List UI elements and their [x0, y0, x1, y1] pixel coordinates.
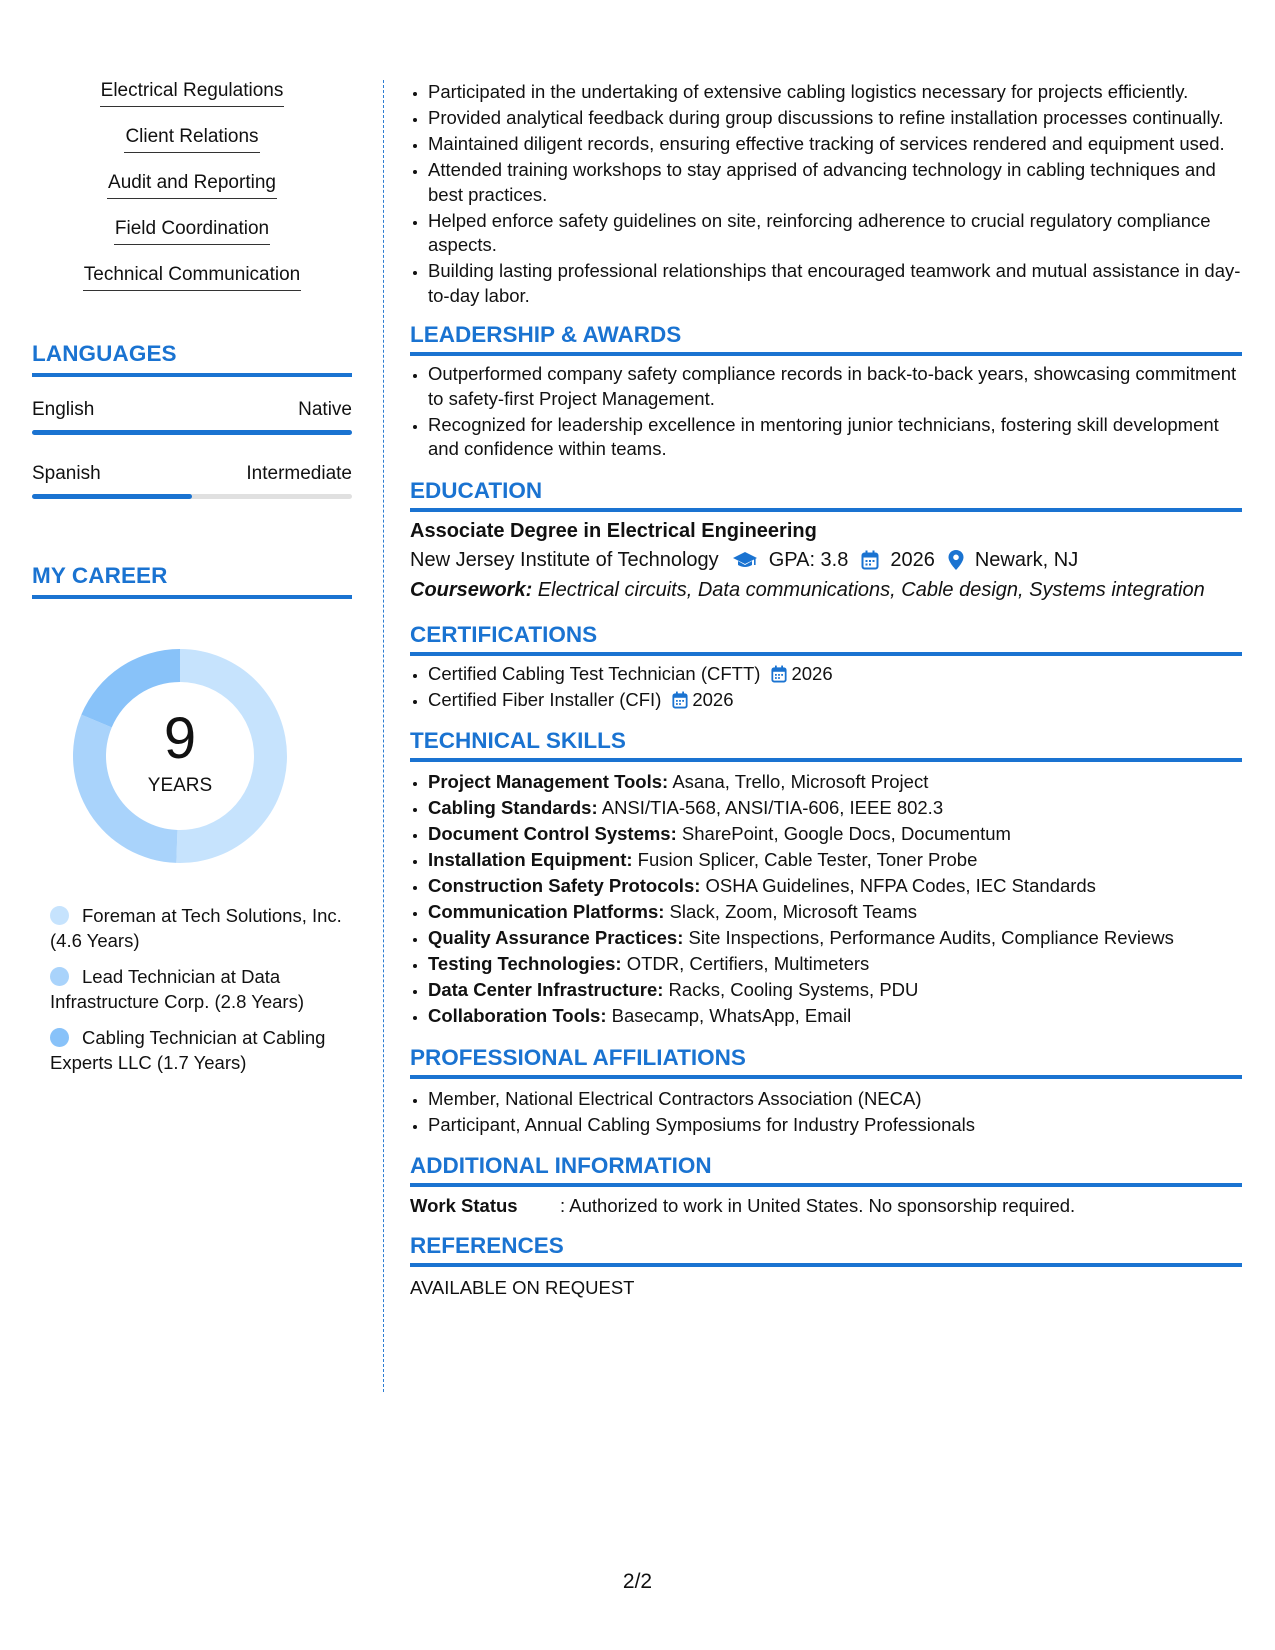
education-details — [410, 549, 1242, 572]
career-legend — [50, 903, 350, 1075]
affiliations-list — [410, 1087, 1242, 1138]
skill-item: Field Coordination — [32, 216, 352, 245]
legend-dot — [50, 967, 69, 986]
list-item: • Building lasting professional relationships that encouraged teamwork and mutual assistance in day-to-day labor. — [428, 259, 1242, 308]
school-location: Newark, NJ — [974, 548, 1079, 571]
skill-item: Technical Communication — [32, 262, 352, 291]
school-name: New Jersey Institute of Technology — [410, 548, 719, 571]
references-text: AVAILABLE ON REQUEST — [410, 1277, 635, 1298]
legend-item: Foreman at Tech Solutions, Inc. (4.6 Years) — [50, 905, 342, 951]
coursework: Coursework: Electrical circuits, Data communications, Cable design, Systems integration — [410, 578, 1205, 601]
career-section — [32, 563, 352, 1075]
left-column — [32, 78, 352, 1086]
skill-item: Client Relations — [32, 124, 352, 153]
list-item: • Helped enforce safety guidelines on site, reinforcing adherence to crucial regulatory compliance aspects. — [428, 209, 1242, 258]
list-item: • Document Control Systems: SharePoint, Google Docs, Documentum — [428, 822, 1242, 847]
skill-item: Audit and Reporting — [32, 170, 352, 199]
list-item: • Project Management Tools: Asana, Trello, Microsoft Project — [428, 770, 1242, 795]
language-level: Native — [298, 399, 352, 420]
additional-info-heading: ADDITIONAL INFORMATION — [410, 1153, 1242, 1187]
references-heading: REFERENCES — [410, 1233, 1242, 1267]
list-item: • Installation Equipment: Fusion Splicer, Cable Tester, Toner Probe — [428, 848, 1242, 873]
certifications-list — [410, 662, 1242, 713]
language-proficiency-fill — [32, 430, 352, 435]
skills-list — [32, 78, 352, 291]
degree-title: Associate Degree in Electrical Engineering — [410, 519, 817, 542]
language-name: English — [32, 399, 95, 420]
gpa: GPA: 3.8 — [768, 548, 849, 571]
career-years-label: YEARS — [147, 775, 213, 796]
legend-item: Cabling Technician at Cabling Experts LLC (1.7 Years) — [50, 1027, 326, 1073]
language-item — [32, 399, 352, 435]
certification-item: • Certified Fiber Installer (CFI) 2026 — [428, 688, 1242, 713]
leadership-list — [410, 362, 1242, 462]
list-item: • Cabling Standards: ANSI/TIA-568, ANSI/TIA-606, IEEE 802.3 — [428, 796, 1242, 821]
right-column — [410, 80, 1242, 1299]
certification-item: • Certified Cabling Test Technician (CFTT) 2026 — [428, 662, 1242, 687]
graduation-cap-icon — [732, 550, 758, 570]
list-item: • Testing Technologies: OTDR, Certifiers, Multimeters — [428, 952, 1242, 977]
legend-dot — [50, 1028, 69, 1047]
calendar-icon — [771, 665, 787, 683]
list-item: • Quality Assurance Practices: Site Inspections, Performance Audits, Compliance Reviews — [428, 926, 1242, 951]
technical-skills-heading: TECHNICAL SKILLS — [410, 728, 1242, 762]
language-level: Intermediate — [246, 463, 352, 484]
language-name: Spanish — [32, 463, 101, 484]
technical-skills-list — [410, 770, 1242, 1029]
calendar-icon — [672, 691, 688, 709]
list-item: • Collaboration Tools: Basecamp, WhatsApp, Email — [428, 1004, 1242, 1029]
column-divider — [383, 80, 384, 1392]
work-status-label: Work Status — [410, 1195, 518, 1216]
map-pin-icon — [948, 550, 964, 570]
language-proficiency-bar — [32, 494, 352, 499]
work-status-value: : Authorized to work in United States. No sponsorship required. — [560, 1195, 1076, 1216]
legend-item: Lead Technician at Data Infrastructure Corp. (2.8 Years) — [50, 966, 304, 1012]
list-item: • Data Center Infrastructure: Racks, Cooling Systems, PDU — [428, 978, 1242, 1003]
certifications-heading: CERTIFICATIONS — [410, 622, 1242, 656]
list-item: • Recognized for leadership excellence in mentoring junior technicians, fostering skill development and confidence within teams. — [428, 413, 1242, 462]
career-donut-chart — [65, 641, 295, 871]
list-item: • Member, National Electrical Contractors Association (NECA) — [428, 1087, 1242, 1112]
page-number: 2/2 — [622, 1570, 653, 1593]
language-item — [32, 463, 352, 499]
language-proficiency-fill — [32, 494, 192, 499]
list-item: • Participated in the undertaking of extensive cabling logistics necessary for projects efficiently. — [428, 80, 1242, 105]
languages-section — [32, 341, 352, 499]
legend-dot — [50, 906, 69, 925]
leadership-heading: LEADERSHIP & AWARDS — [410, 322, 1242, 356]
calendar-icon — [861, 550, 879, 570]
language-proficiency-bar — [32, 430, 352, 435]
list-item: • Outperformed company safety compliance records in back-to-back years, showcasing commitment to safety-first Project Management. — [428, 362, 1242, 411]
education-heading: EDUCATION — [410, 478, 1242, 512]
list-item: • Provided analytical feedback during group discussions to refine installation processes continually. — [428, 106, 1242, 131]
work-status-row — [410, 1195, 1242, 1217]
experience-bullets — [410, 80, 1242, 308]
list-item: • Communication Platforms: Slack, Zoom, Microsoft Teams — [428, 900, 1242, 925]
list-item: • Construction Safety Protocols: OSHA Guidelines, NFPA Codes, IEC Standards — [428, 874, 1242, 899]
career-heading: MY CAREER — [32, 563, 352, 599]
languages-heading: LANGUAGES — [32, 341, 352, 377]
career-total-years: 9 — [163, 706, 197, 771]
affiliations-heading: PROFESSIONAL AFFILIATIONS — [410, 1045, 1242, 1079]
list-item: • Maintained diligent records, ensuring effective tracking of services rendered and equipment used. — [428, 132, 1242, 157]
list-item: • Attended training workshops to stay apprised of advancing technology in cabling techniques and best practices. — [428, 158, 1242, 207]
list-item: • Participant, Annual Cabling Symposiums for Industry Professionals — [428, 1113, 1242, 1138]
skill-item: Electrical Regulations — [32, 78, 352, 107]
graduation-year: 2026 — [890, 548, 935, 571]
